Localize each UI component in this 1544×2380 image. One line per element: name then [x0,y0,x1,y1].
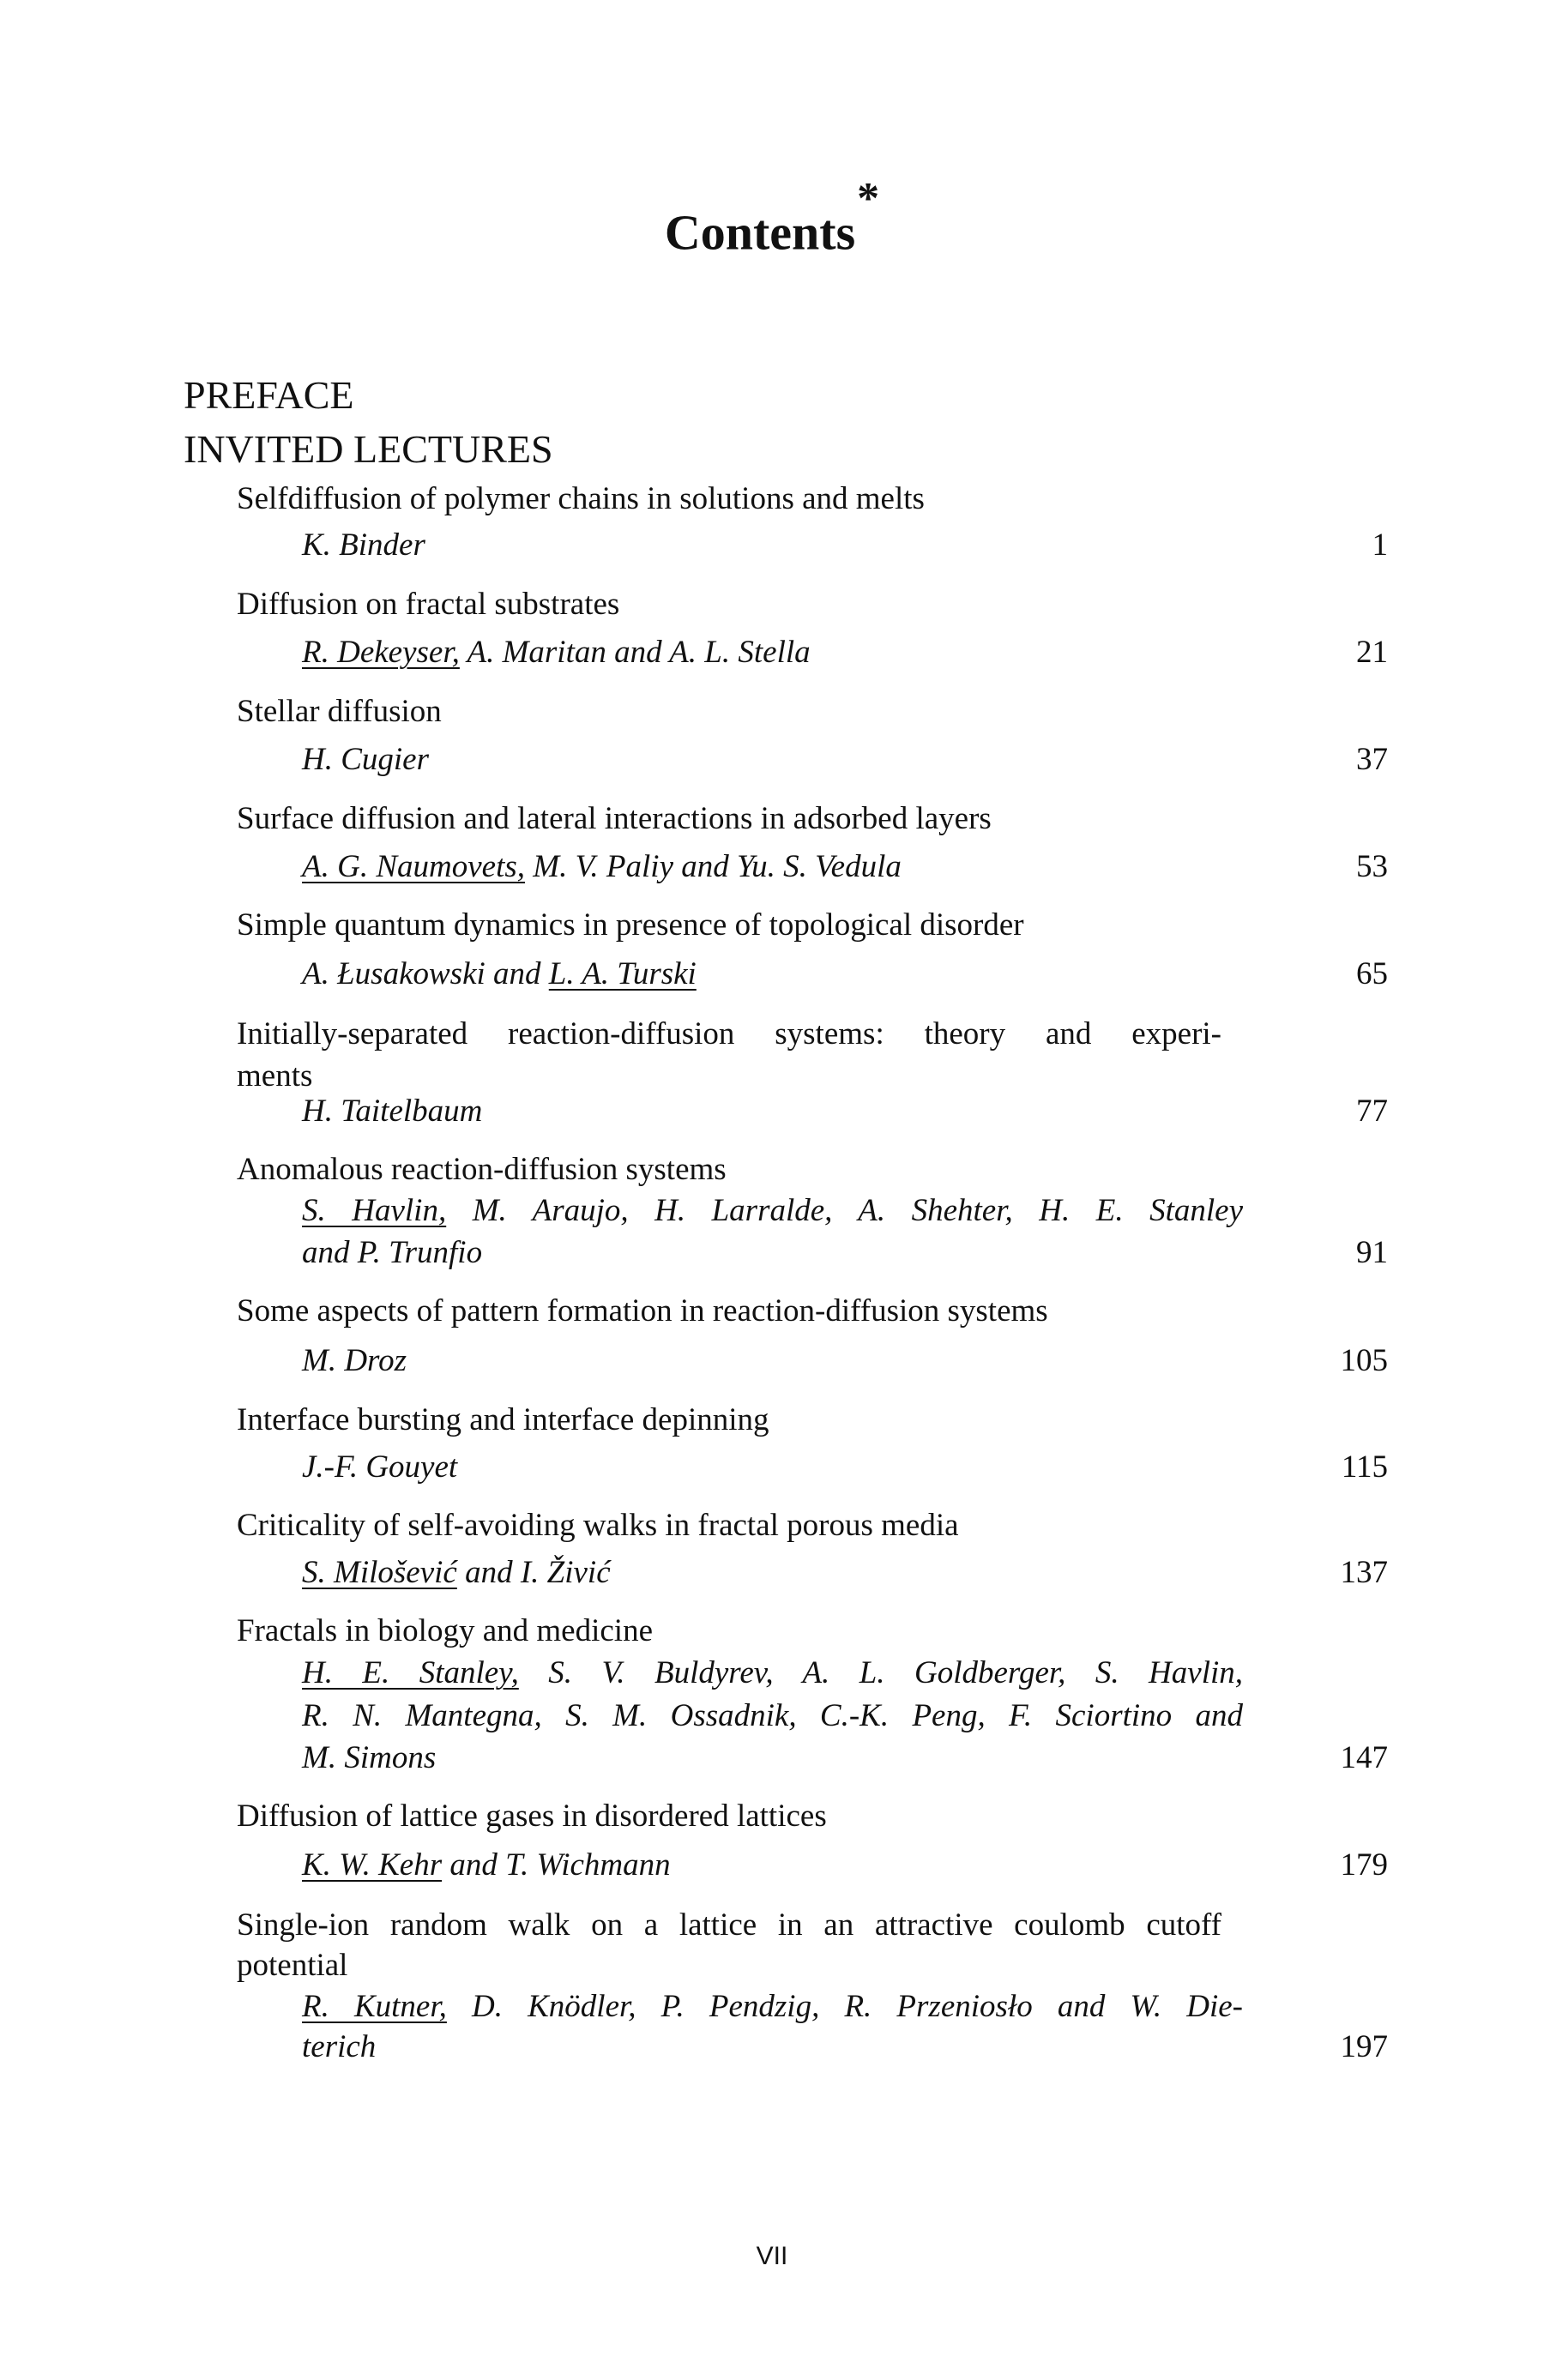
page-number: 1 [1372,527,1388,563]
entry-title: Initially-separated reaction-diffusion systems: theory and experi- [237,1016,1221,1051]
presenting-author: S. Havlin, [302,1193,447,1228]
entry-authors [302,1656,1243,1690]
entry-title: Stellar diffusion [237,694,442,729]
author-names: H. Taitelbaum [302,1094,483,1129]
entry-authors [302,1450,457,1485]
entry-title: Some aspects of pattern formation in reaction-diffusion systems [237,1293,1048,1329]
author-names: M. V. Paliy and Yu. S. Vedula [525,849,902,884]
author-names: K. Binder [302,527,425,563]
entry-title: potential [237,1948,348,1983]
entry-title: Simple quantum dynamics in presence of topological disorder [237,907,1024,943]
entry-authors [302,1556,611,1590]
entry-authors [302,850,902,884]
entry-authors [302,1094,482,1129]
page-number: 77 [1356,1094,1388,1129]
author-names: R. N. Mantegna, S. M. Ossadnik, C.-K. Peng, F. Sciortino and [302,1698,1243,1733]
footnote-mark: * [857,174,880,223]
author-names: H. Cugier [302,742,429,777]
entry-authors [302,1194,1243,1228]
page-number: 105 [1340,1343,1388,1378]
page-number: 137 [1340,1555,1388,1590]
page-number: 37 [1356,742,1388,777]
page-number: 115 [1341,1449,1388,1485]
entry-authors [302,528,425,563]
author-names: terich [302,2029,377,2064]
author-names: and I. Živić [456,1555,611,1590]
page-number: 91 [1356,1235,1388,1270]
entry-title: Single-ion random walk on a lattice in an attractive coulomb cutoff [237,1907,1221,1943]
author-names: J.-F. Gouyet [302,1449,458,1485]
page-number: 147 [1340,1740,1388,1775]
entry-title: Diffusion on fractal substrates [237,587,620,622]
author-names: M. Droz [302,1343,407,1378]
author-names: M. Simons [302,1740,437,1775]
entry-title: Fractals in biology and medicine [237,1613,653,1648]
entry-title: Surface diffusion and lateral interactions in adsorbed layers [237,801,992,836]
title-text: Contents [664,204,856,261]
entry-title: Selfdiffusion of polymer chains in solutions and melts [237,481,925,516]
entry-authors [302,743,429,777]
page-number: 53 [1356,849,1388,884]
entry-title: Diffusion of lattice gases in disordered lattices [237,1799,827,1834]
entry-authors [302,1699,1243,1733]
page-number: 179 [1340,1847,1388,1883]
author-names: and P. Trunfio [302,1235,483,1270]
presenting-author: A. G. Naumovets, [302,849,525,884]
entry-title: ments [237,1058,313,1094]
author-names: and T. Wichmann [442,1847,671,1883]
author-names: S. V. Buldyrev, A. L. Goldberger, S. Havlin, [518,1655,1244,1690]
entry-authors [302,1344,407,1378]
author-names: A. Maritan and A. L. Stella [459,635,811,670]
entry-authors [302,957,697,991]
section-invited-lectures[interactable]: INVITED LECTURES [184,427,553,471]
presenting-author: L. A. Turski [548,956,697,991]
author-names: A. Łusakowski and [302,956,549,991]
presenting-author: K. W. Kehr [302,1847,443,1883]
entry-authors [302,636,811,670]
entry-title: Interface bursting and interface depinning [237,1402,769,1437]
section-preface[interactable]: PREFACE [184,373,354,417]
page-number: 197 [1340,2029,1388,2064]
entry-title: Criticality of self-avoiding walks in fractal porous media [237,1508,959,1543]
entry-authors [302,2030,376,2064]
entry-authors [302,1741,436,1775]
entry-authors [302,1236,482,1270]
page-title [0,174,1544,261]
page-number-folio: VII [756,2242,788,2270]
presenting-author: R. Kutner, [302,1989,447,2024]
presenting-author: H. E. Stanley, [302,1655,519,1690]
presenting-author: S. Milošević [302,1555,457,1590]
author-names: D. Knödler, P. Pendzig, R. Przeniosło and W. Die- [446,1989,1243,2024]
entry-authors [302,1848,671,1883]
presenting-author: R. Dekeyser, [302,635,460,670]
page-number: 65 [1356,956,1388,991]
page-number: 21 [1356,635,1388,670]
entry-authors [302,1990,1243,2024]
entry-title: Anomalous reaction-diffusion systems [237,1152,727,1187]
author-names: M. Araujo, H. Larralde, A. Shehter, H. E. Stanley [446,1193,1244,1228]
